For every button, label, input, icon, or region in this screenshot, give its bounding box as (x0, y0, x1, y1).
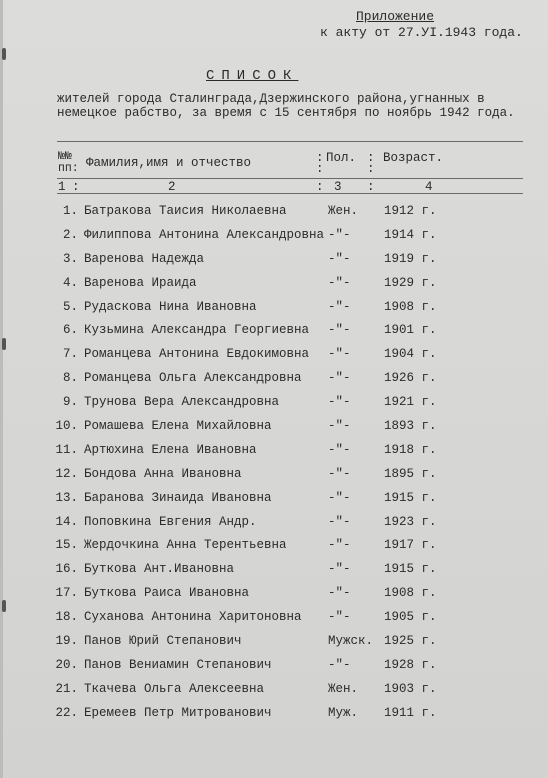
birth-year: 1915 г. (384, 562, 437, 577)
list-item (0, 276, 548, 300)
list-item (0, 443, 548, 467)
person-sex: -"- (328, 251, 351, 266)
birth-year: 1928 г. (384, 657, 437, 672)
row-number: 14. (55, 514, 78, 529)
birth-year: 1929 г. (384, 275, 437, 290)
row-number: 22. (55, 705, 78, 720)
list-item (0, 467, 548, 491)
person-sex: Муж. (328, 705, 359, 720)
list-item (0, 371, 548, 395)
column-header-name: Фамилия,имя и отчество (86, 156, 252, 170)
birth-year: 1912 г. (384, 204, 437, 218)
list-item (0, 204, 548, 228)
birth-year: 1911 г. (384, 705, 437, 720)
person-sex: -"- (328, 490, 351, 505)
person-sex: Мужск. (328, 634, 374, 649)
birth-year: 1905 г. (384, 610, 437, 625)
person-sex: -"- (328, 442, 351, 457)
person-sex: -"- (328, 538, 351, 553)
person-name: Бондова Анна Ивановна (84, 466, 242, 481)
row-number: 12. (55, 466, 78, 481)
row-number: 4. (62, 275, 78, 290)
row-number: 7. (62, 347, 78, 362)
list-item (0, 419, 548, 443)
person-name: Буткова Раиса Ивановна (84, 586, 250, 601)
person-sex: -"- (328, 610, 351, 625)
person-sex: -"- (328, 275, 351, 290)
column-separator: : (367, 151, 375, 165)
person-sex: -"- (328, 586, 351, 601)
list-item (0, 682, 548, 706)
birth-year: 1914 г. (384, 227, 437, 242)
person-name: Панов Вениамин Степанович (84, 657, 272, 672)
person-sex: -"- (328, 227, 351, 242)
column-separator: : (316, 180, 324, 194)
list-item (0, 300, 548, 324)
person-name: Романцева Ольга Александровна (84, 371, 302, 386)
person-name: Панов Юрий Степанович (84, 634, 242, 649)
person-name: Варенова Надежда (84, 251, 205, 266)
birth-year: 1926 г. (384, 371, 437, 386)
row-number: 15. (55, 538, 78, 553)
document-title: СПИСОК (206, 68, 299, 84)
list-item (0, 252, 548, 276)
person-sex: -"- (328, 514, 351, 529)
birth-year: 1921 г. (384, 395, 437, 410)
person-sex: -"- (328, 347, 351, 362)
person-name: Батракова Таисия Николаевна (84, 204, 287, 218)
person-sex: -"- (328, 466, 351, 481)
birth-year: 1923 г. (384, 514, 437, 529)
appendix-label: Приложение (356, 9, 435, 24)
person-name: Артюхина Елена Ивановна (84, 442, 257, 457)
birth-year: 1919 г. (384, 251, 437, 266)
birth-year: 1895 г. (384, 466, 437, 481)
row-number: 13. (55, 490, 78, 505)
person-name: Кузьмина Александра Георгиевна (84, 323, 310, 338)
row-number: 5. (62, 299, 78, 314)
person-name: Романцева Антонина Евдокимовна (84, 347, 310, 362)
row-number: 17. (55, 586, 78, 601)
person-sex: Жен. (328, 681, 359, 696)
birth-year: 1903 г. (384, 681, 437, 696)
column-number: 4 (425, 180, 433, 194)
column-numbers-row (58, 180, 524, 194)
list-item (0, 634, 548, 658)
row-number: 8. (62, 371, 78, 386)
person-sex: -"- (328, 395, 351, 410)
list-item (0, 706, 548, 730)
column-separator: : (72, 180, 80, 194)
list-item (0, 562, 548, 586)
column-number: 1 (58, 180, 66, 194)
birth-year: 1915 г. (384, 490, 437, 505)
residents-list (0, 204, 548, 730)
birth-year: 1893 г. (384, 419, 437, 434)
person-name: Еремеев Петр Митрованович (84, 705, 272, 720)
person-sex: -"- (328, 323, 351, 338)
list-item (0, 491, 548, 515)
person-name: Рудаскова Нина Ивановна (84, 299, 257, 314)
person-name: Поповкина Евгения Андр. (84, 514, 257, 529)
document-subtitle: жителей города Сталинграда,Дзержинского района,угнанных в немецкое рабство, за время с 15 сентября по ноябрь 1942 года. (57, 92, 515, 120)
list-item (0, 347, 548, 371)
list-item (0, 515, 548, 539)
header-rule (57, 178, 523, 179)
list-item (0, 538, 548, 562)
person-sex: -"- (328, 562, 351, 577)
column-separator: : (367, 162, 375, 176)
person-sex: -"- (328, 371, 351, 386)
row-number: 3. (62, 251, 78, 266)
birth-year: 1901 г. (384, 323, 437, 338)
person-name: Баранова Зинаида Ивановна (84, 490, 272, 505)
birth-year: 1925 г. (384, 634, 437, 649)
row-number: 6. (62, 323, 78, 338)
list-item (0, 658, 548, 682)
column-separator: : (316, 151, 324, 165)
birth-year: 1918 г. (384, 442, 437, 457)
column-header-number: №№ пп: (58, 150, 79, 175)
act-reference: к акту от 27.УI.1943 года. (320, 25, 523, 40)
row-number: 11. (55, 442, 78, 457)
list-item (0, 610, 548, 634)
row-number: 19. (55, 634, 78, 649)
person-name: Жердочкина Анна Терентьевна (84, 538, 287, 553)
column-header-age: Возраст. (383, 151, 444, 165)
column-separator: : (316, 162, 324, 176)
column-numbers-rule (57, 193, 523, 194)
table-top-rule (57, 141, 523, 142)
person-name: Трунова Вера Александровна (84, 395, 280, 410)
column-number: 2 (168, 180, 176, 194)
list-item (0, 228, 548, 252)
birth-year: 1917 г. (384, 538, 437, 553)
person-name: Ткачева Ольга Алексеевна (84, 681, 265, 696)
column-number: 3 (334, 180, 342, 194)
person-name: Суханова Антонина Харитоновна (84, 610, 302, 625)
row-number: 21. (55, 681, 78, 696)
list-item (0, 395, 548, 419)
row-number: 9. (62, 395, 78, 410)
person-sex: Жен. (328, 204, 359, 218)
list-item (0, 586, 548, 610)
column-separator: : (367, 180, 375, 194)
person-sex: -"- (328, 419, 351, 434)
birth-year: 1908 г. (384, 586, 437, 601)
list-item (0, 323, 548, 347)
person-name: Ромашева Елена Михайловна (84, 419, 272, 434)
person-name: Варенова Ираида (84, 275, 197, 290)
punch-hole-mark (2, 48, 6, 60)
row-number: 10. (55, 419, 78, 434)
column-header-sex: Пол. (326, 151, 357, 165)
row-number: 16. (55, 562, 78, 577)
person-sex: -"- (328, 299, 351, 314)
row-number: 20. (55, 657, 78, 672)
person-sex: -"- (328, 657, 351, 672)
row-number: 18. (55, 610, 78, 625)
row-number: 2. (62, 227, 78, 242)
person-name: Филиппова Антонина Александровна (84, 227, 325, 242)
birth-year: 1908 г. (384, 299, 437, 314)
birth-year: 1904 г. (384, 347, 437, 362)
row-number: 1. (62, 204, 78, 218)
person-name: Буткова Ант.Ивановна (84, 562, 235, 577)
